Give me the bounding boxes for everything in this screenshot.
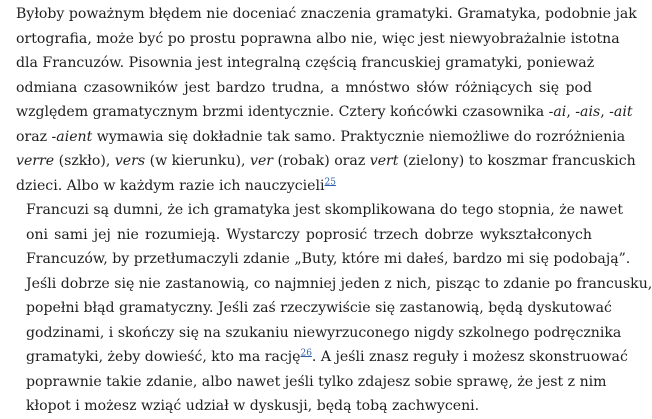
text-line [16,345,628,370]
text-line: odmiana czasowników jest bardzo trudna, a mnóstwo słów różniących się pod [16,79,592,96]
text-run: , [566,104,576,120]
text-run: (zielony) to koszmar francuskich [398,153,636,169]
paragraph-grammar-importance [16,2,637,198]
text-line [16,149,636,174]
italic-term: -ait [609,104,633,120]
text-line: Jeśli dobrze się nie zastanowią, co najmniej jeden z nich, pisząc to zdanie po francusku, [26,275,652,292]
paragraph-french-pride [16,198,652,419]
text-line: Byłoby poważnym błędem nie doceniać znaczenia gramatyki. Gramatyka, podobnie jak [16,6,637,22]
text-run: wymawia się dokładnie tak samo. Praktycznie niemożliwe do rozróżnienia [92,128,626,145]
footnote-link-25[interactable]: 25 [324,176,336,187]
text-run: gramatyki, żeby dowieść, kto ma rację [26,349,301,365]
document-page [16,2,652,419]
text-line: poprawnie takie zdanie, albo nawet jeśli tylko zdajesz sobie sprawę, że jest z nim [26,373,607,390]
italic-term: vert [369,153,399,169]
text-run: względem gramatycznym brzmi identycznie. Cztery końcówki czasownika [16,104,545,120]
text-line: kłopot i możesz wziąć udział w dyskusji, będą tobą zachwyceni. [26,398,480,414]
text-line: Francuzi są dumni, że ich gramatyka jest skomplikowana do tego stopnia, że nawet [26,202,624,218]
italic-term: -ai [548,104,567,120]
text-line: godzinami, i skończy się na szukaniu niewyrzuconego nigdy szkolnego podręcznika [26,324,622,341]
text-run: (w kierunku), [145,153,250,169]
italic-term: ver [250,153,274,169]
text-run: dzieci. Albo w każdym razie ich nauczycieli [16,177,325,194]
text-run: oraz [16,128,52,145]
text-line [16,125,626,150]
italic-term: vers [114,153,146,169]
italic-term: -ais [575,104,601,120]
text-line: dla Francuzów. Pisownia jest integralną częścią francuskiej gramatyki, ponieważ [16,55,595,71]
text-run: (robak) oraz [273,153,370,169]
text-line [16,174,592,199]
text-run: . A jeśli znasz reguły i możesz skonstruować [311,349,628,365]
text-line: popełni błąd gramatyczny. Jeśli zaś rzeczywiście się zastanowią, będą dyskutować [26,300,612,316]
text-line: Francuzów, by przetłumaczyli zdanie „Buty, które mi dałeś, bardzo mi się podobają”. [26,251,631,267]
text-run: (szkło), [54,153,115,169]
text-run: , [600,104,610,120]
text-line: oni sami jej nie rozumieją. Wystarczy poprosić trzech dobrze wykształconych [26,226,592,243]
italic-term: -aient [51,128,93,145]
footnote-link-26[interactable]: 26 [300,348,312,359]
text-line [16,100,633,125]
text-line: ortografia, może być po prostu poprawna albo nie, więc jest niewyobrażalnie istotna [16,30,620,47]
italic-term: verre [16,153,55,169]
